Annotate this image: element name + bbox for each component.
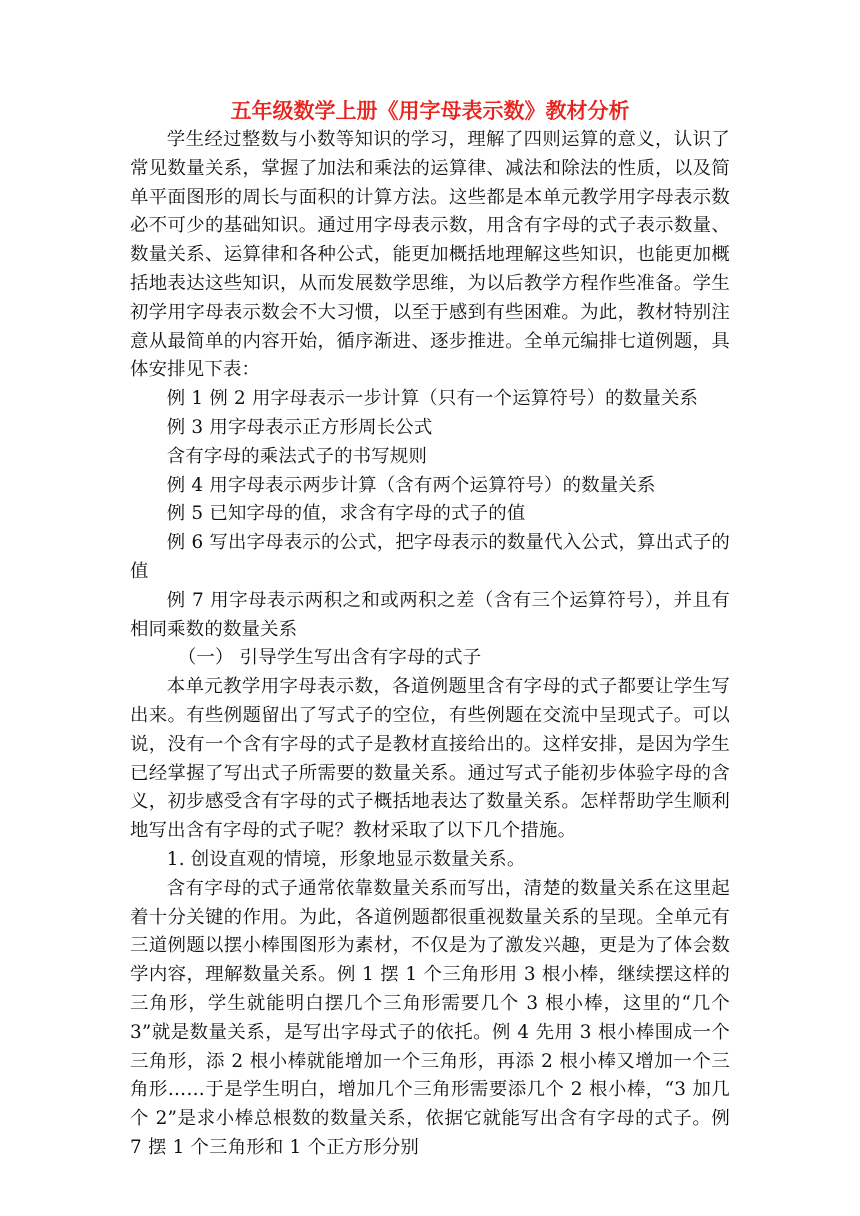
paragraph-subheading-1: 含有字母的式子通常依靠数量关系而写出，清楚的数量关系在这里起着十分关键的作用。为此，各道例题都很重视数量关系的呈现。全单元有三道例题以摆小棒围图形为素材，不仅是为了激发兴趣，更是为了体会数学内容，理解数量关系。例 1 摆 1 个三角形用 3 根小棒，继续摆这样的三角形，学生就能明白摆几个三角形需要几个 3 根小棒，这里的“几个 3”就是数量关系，是写出字母式子的依托。例 4 先用 3 根小棒围成一个三角形，添 2 根小棒就能增加一个三角形，再添 2 根小棒又增加一个三角形……于是学生明白，增加几个三角形需要添几个 2 根小棒，“3 加几个 2”是求小棒总根数的数量关系，依据它就能写出含有字母的式子。例 7 摆 1 个三角形和 1 个正方形分别 <box>130 877 730 1158</box>
list-item-example-5: 例 5 已知字母的值，求含有字母的式子的值 <box>166 503 526 525</box>
list-item-example-4: 例 4 用字母表示两步计算（含有两个运算符号）的数量关系 <box>166 474 656 496</box>
list-item-example-3: 例 3 用字母表示正方形周长公式 <box>166 416 433 438</box>
subheading-1: 1. 创设直观的情境，形象地显示数量关系。 <box>166 848 526 870</box>
document-page <box>130 96 730 1163</box>
document-title: 五年级数学上册《用字母表示数》教材分析 <box>230 99 630 123</box>
section-heading-1: （一） 引导学生写出含有字母的式子 <box>177 647 482 669</box>
paragraph-intro: 学生经过整数与小数等知识的学习，理解了四则运算的意义，认识了常见数量关系，掌握了加法和乘法的运算律、减法和除法的性质，以及简单平面图形的周长与面积的计算方法。这些都是本单元教学用字母表示数必不可少的基础知识。通过用字母表示数，用含有字母的式子表示数量、数量关系、运算律和各种公式，能更加概括地理解这些知识，也能更加概括地表达这些知识，从而发展数学思维，为以后教学方程作些准备。学生初学用字母表示数会不大习惯，以至于感到有些困难。为此，教材特别注意从最简单的内容开始，循序渐进、逐步推进。全单元编排七道例题，具体安排见下表： <box>130 129 730 381</box>
list-item-example-1-2: 例 1 例 2 用字母表示一步计算（只有一个运算符号）的数量关系 <box>166 388 699 410</box>
list-item-writing-rules: 含有字母的乘法式子的书写规则 <box>166 445 428 467</box>
list-item-example-6: 例 6 写出字母表示的公式，把字母表示的数量代入公式，算出式子的值 <box>130 532 730 582</box>
paragraph-section-1: 本单元教学用字母表示数，各道例题里含有字母的式子都要让学生写出来。有些例题留出了写式子的空位，有些例题在交流中呈现式子。可以说，没有一个含有字母的式子是教材直接给出的。这样安排，是因为学生已经掌握了写出式子所需要的数量关系。通过写式子能初步体验字母的含义，初步感受含有字母的式子概括地表达了数量关系。怎样帮助学生顺利地写出含有字母的式子呢？教材采取了以下几个措施。 <box>130 676 730 842</box>
list-item-example-7: 例 7 用字母表示两积之和或两积之差（含有三个运算符号），并且有相同乘数的数量关系 <box>130 589 730 640</box>
